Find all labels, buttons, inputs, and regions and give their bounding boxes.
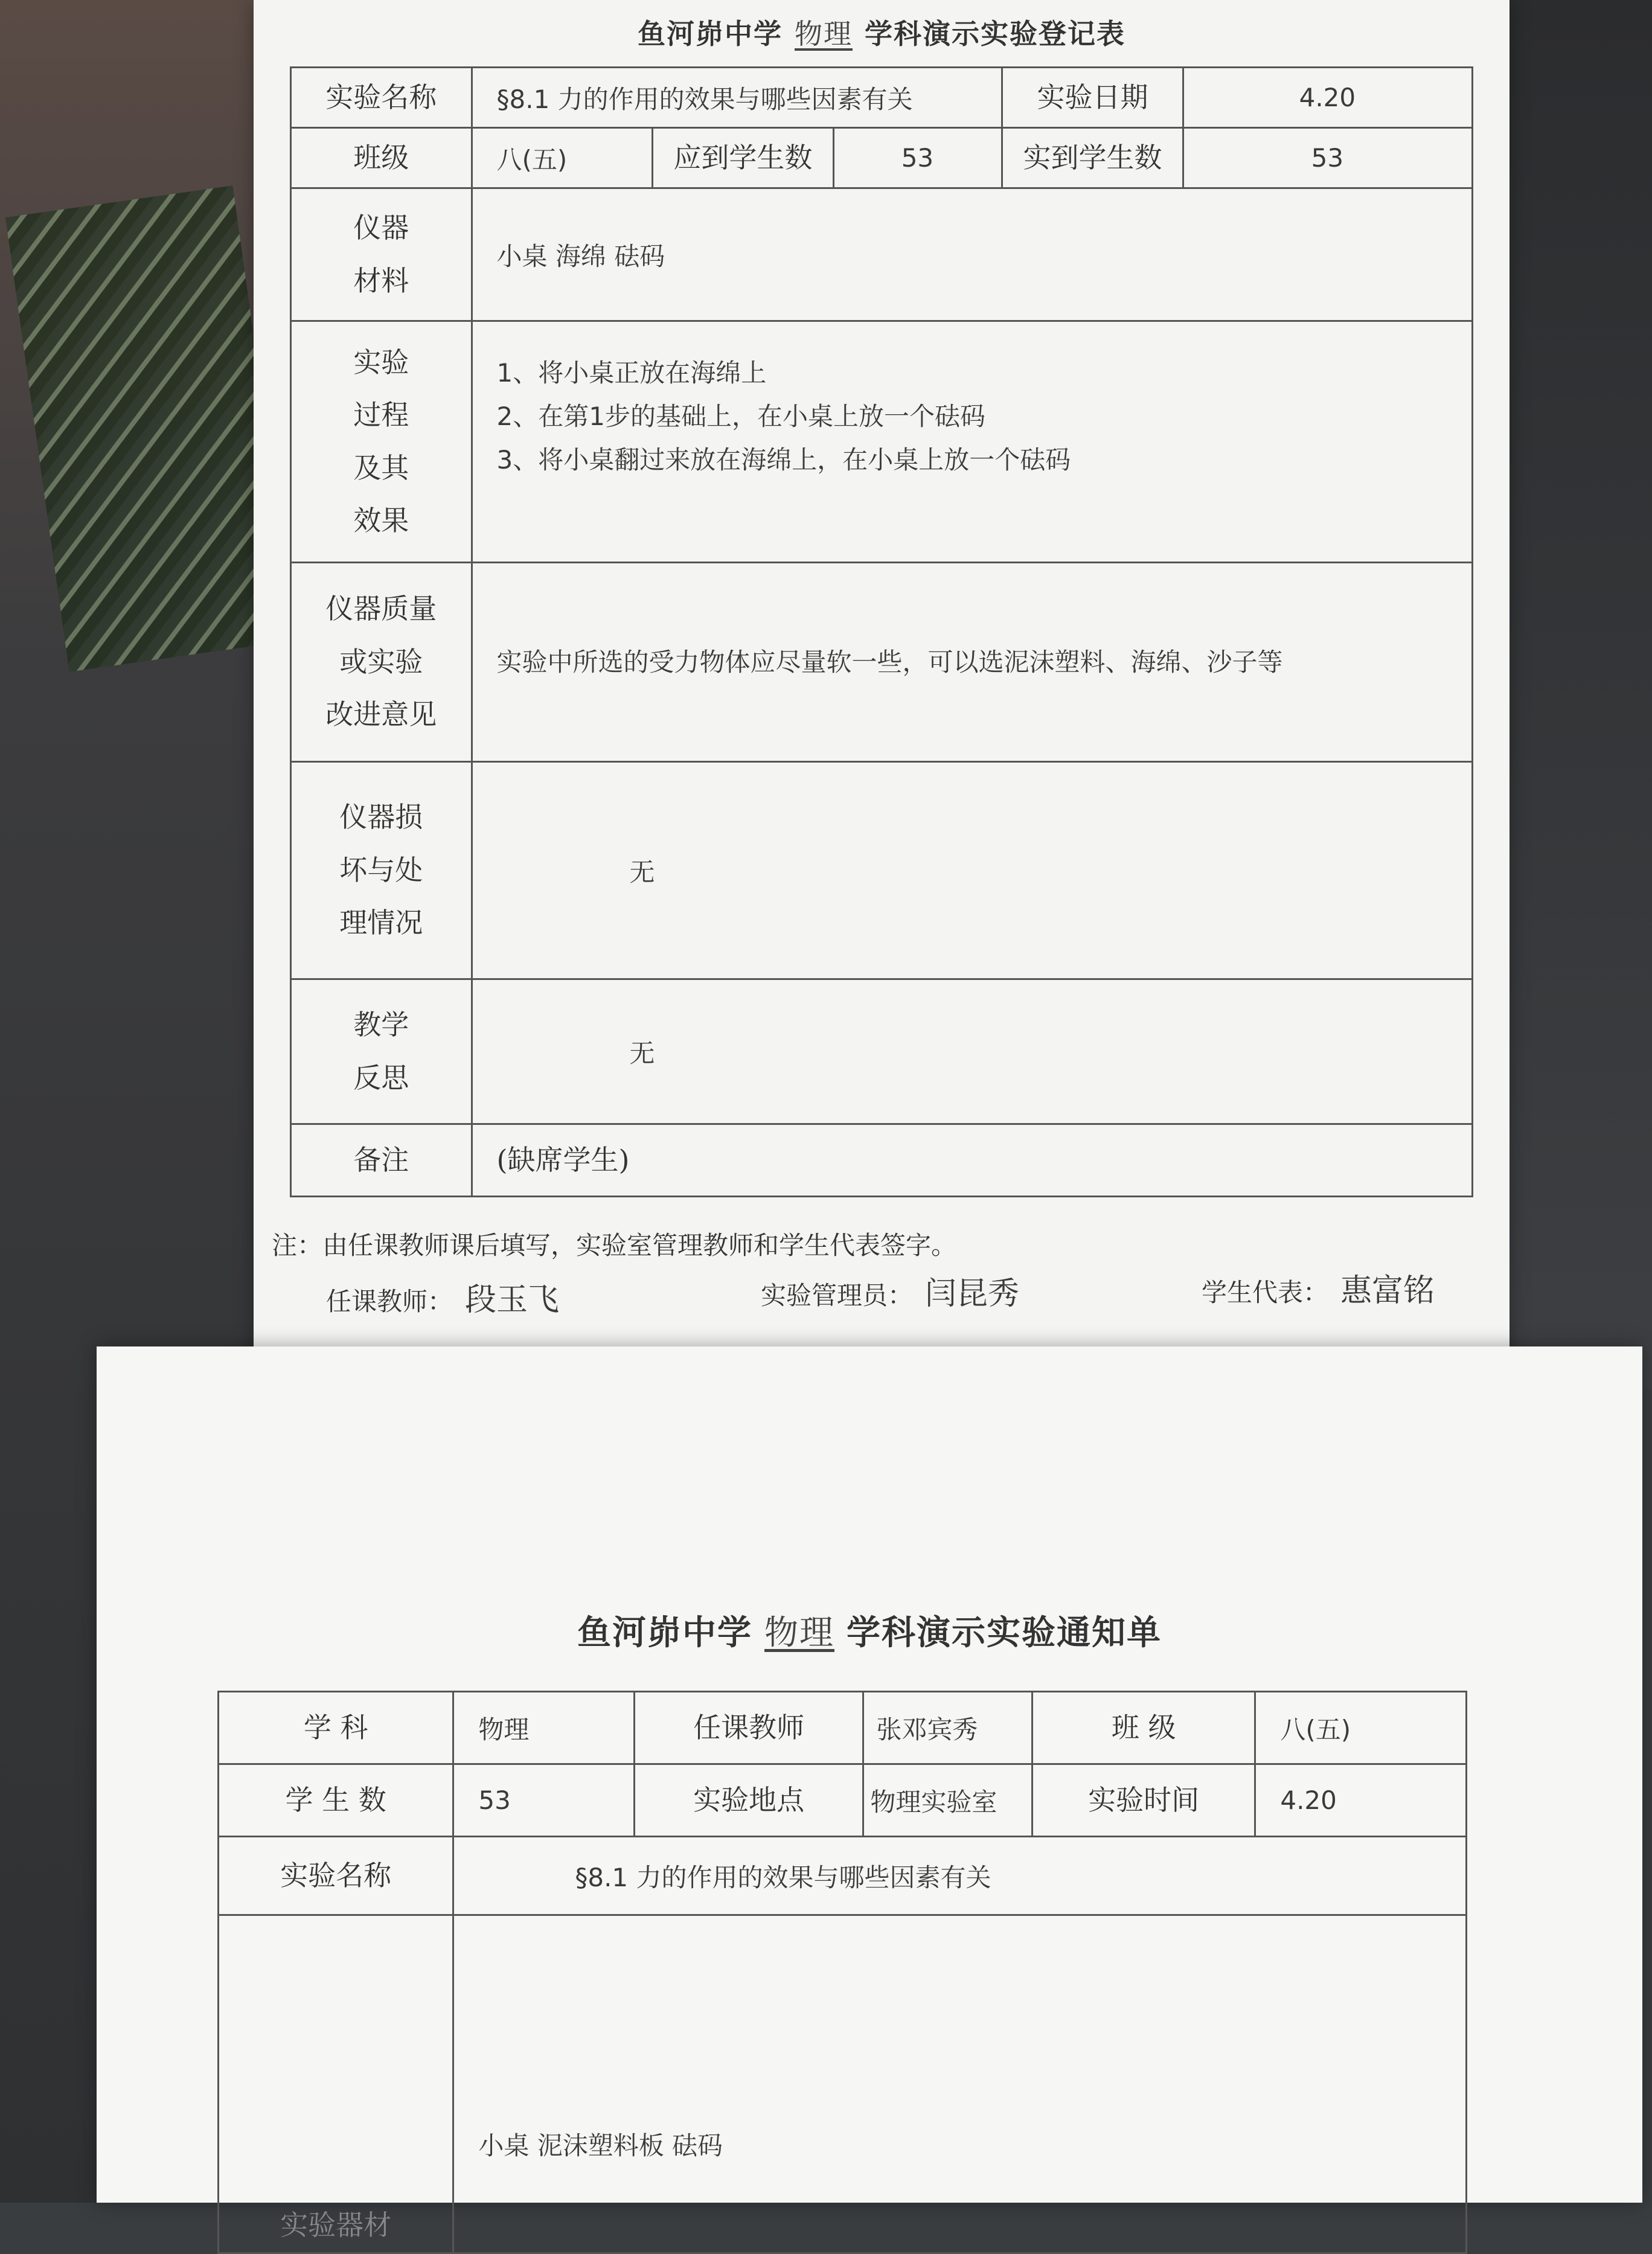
notice-value-name: §8.1 力的作用的效果与哪些因素有关 [453,1837,1467,1915]
register-label-class: 班级 [291,128,472,188]
register-label-damage-line2: 坏与处 [339,853,423,886]
student-signature: 惠富铭 [1340,1273,1435,1309]
register-row-reflection [291,979,1473,1124]
register-label-admin: 实验管理员： [761,1281,914,1310]
register-title-prefix: 鱼河峁中学 [638,18,783,50]
register-value-date: 4.20 [1183,68,1472,128]
register-row-name [291,68,1473,128]
notice-value-equipment: 小桌 泥沫塑料板 砝码 [453,1915,1467,2253]
notice-sheet [97,1346,1642,2241]
register-value-remarks: (缺席学生) [472,1124,1473,1197]
register-title [254,12,1510,52]
register-student-signature-row [1202,1265,1435,1310]
register-label-reflection [291,979,472,1124]
register-label-damage-line1: 仪器损 [339,801,423,834]
register-label-name: 实验名称 [291,68,472,128]
notice-title-prefix: 鱼河峁中学 [577,1613,752,1653]
register-label-materials [291,188,472,321]
desk-background-right [1507,0,1652,1389]
register-value-process [472,321,1473,563]
register-label-process-line4: 效果 [353,504,409,537]
notice-title [97,1606,1642,1654]
notice-label-subject: 学 科 [219,1692,453,1764]
register-label-materials-line2: 材料 [353,264,409,297]
notice-label-teacher: 任课教师 [634,1692,863,1764]
notice-value-time: 4.20 [1255,1764,1467,1837]
register-value-reflection: 无 [472,979,1473,1124]
register-label-process [291,321,472,563]
notice-value-class: 八(五) [1255,1692,1467,1764]
register-title-suffix: 学科演示实验登记表 [865,18,1125,50]
register-step: 1、将小桌正放在海绵上 [496,358,767,388]
register-label-actual: 实到学生数 [1002,128,1183,188]
register-value-materials: 小桌 海绵 砝码 [472,188,1473,321]
notice-value-place: 物理实验室 [863,1764,1032,1837]
notice-title-subject: 物理 [764,1613,834,1653]
admin-signature: 闫昆秀 [925,1276,1020,1312]
register-label-teacher: 任课教师： [326,1287,453,1316]
register-table [290,66,1473,1197]
notice-value-teacher: 张邓宾秀 [863,1692,1032,1764]
notice-label-place: 实验地点 [634,1764,863,1837]
register-label-date: 实验日期 [1002,68,1183,128]
register-label-process-line2: 过程 [353,399,409,432]
register-row-damage [291,762,1473,979]
register-row-remarks [291,1124,1473,1197]
register-value-expected: 53 [833,128,1002,188]
notice-table [217,1691,1467,2254]
notice-label-name: 实验名称 [219,1837,453,1915]
register-label-reflection-line1: 教学 [353,1008,409,1042]
register-value-actual: 53 [1183,128,1472,188]
register-label-student: 学生代表： [1202,1278,1329,1307]
register-value-name: §8.1 力的作用的效果与哪些因素有关 [472,68,1002,128]
register-label-process-line3: 及其 [353,451,409,484]
register-label-quality-line2: 或实验 [339,645,423,678]
notice-title-suffix: 学科演示实验通知单 [847,1613,1162,1653]
notice-row-subject [219,1692,1467,1764]
register-value-quality: 实验中所选的受力物体应尽量软一些，可以选泥沫塑料、海绵、沙子等 [472,563,1473,762]
notice-row-name [219,1837,1467,1915]
register-note: 注：由任课教师课后填写，实验室管理教师和学生代表签字。 [272,1231,957,1260]
register-label-materials-line1: 仪器 [353,211,409,245]
notice-row-students [219,1764,1467,1837]
register-label-quality-line3: 改进意见 [325,698,437,731]
register-sheet [254,0,1510,1365]
notice-label-time: 实验时间 [1032,1764,1255,1837]
register-admin-signature-row [761,1268,1019,1313]
register-step: 3、将小桌翻过来放在海绵上，在小桌上放一个砝码 [496,445,1071,475]
register-label-quality-line1: 仪器质量 [325,592,437,626]
register-label-quality [291,563,472,762]
register-value-damage: 无 [472,762,1473,979]
register-row-quality [291,563,1473,762]
register-label-reflection-line2: 反思 [353,1061,409,1094]
register-step: 2、在第1步的基础上，在小桌上放一个砝码 [496,402,985,431]
register-row-class [291,128,1473,188]
register-row-process [291,321,1473,563]
register-label-damage-line3: 理情况 [339,906,423,940]
notice-value-subject: 物理 [453,1692,635,1764]
notice-label-students: 学 生 数 [219,1764,453,1837]
register-label-remarks: 备注 [291,1124,472,1197]
register-label-damage [291,762,472,979]
teacher-signature: 段玉飞 [465,1282,560,1318]
register-row-materials [291,188,1473,321]
register-teacher-signature-row [326,1274,559,1319]
register-value-class: 八(五) [472,128,653,188]
notice-label-equipment: 实验器材 [219,1915,453,2253]
register-title-subject: 物理 [795,18,853,50]
register-label-expected: 应到学生数 [653,128,834,188]
notice-label-class: 班 级 [1032,1692,1255,1764]
register-label-process-line1: 实验 [353,345,409,379]
notice-value-students: 53 [453,1764,635,1837]
